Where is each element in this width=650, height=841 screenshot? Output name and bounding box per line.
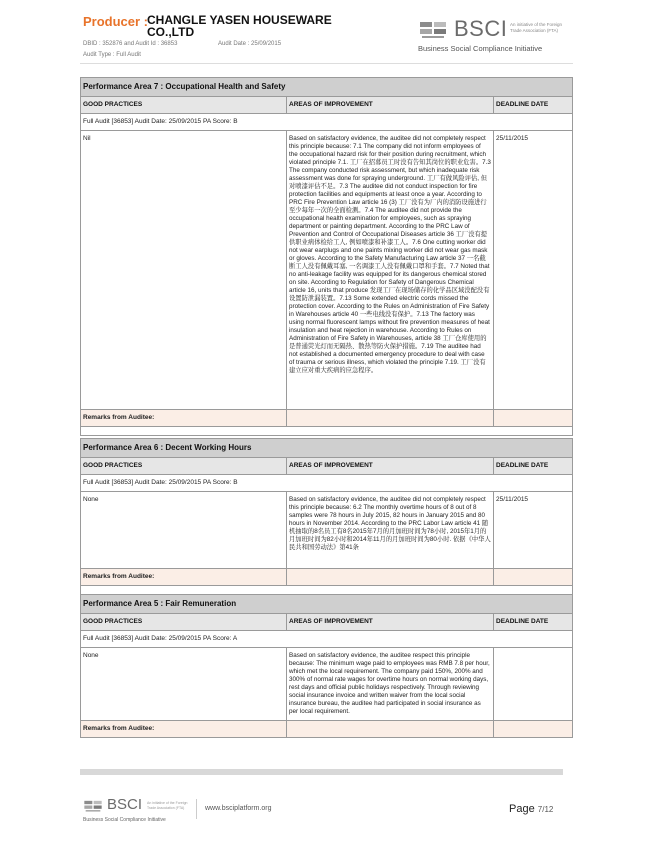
section-spacer [81,585,572,594]
deadline-cell: 25/11/2015 [496,496,529,503]
header-divider [80,63,573,64]
column-headers [81,97,572,114]
remarks-row [81,569,572,585]
footer-logo-fullname: Business Social Compliance Initiative [83,817,166,823]
remarks-label: Remarks from Auditee: [81,410,287,426]
areas-cell: Based on satisfactory evidence, the auditee did not completely respect this principle because: 6.2 The monthly overtime hours of 8 out of 8 samples were 78 hours in July 2015, 82 hours in January 2015 and 80 hours in November 2014. According to the PRC Labor Law article 41 随机抽取的8名员工有8名2015年7月的月加班时间为78小时, 2015年1月的月加班时间为82小时和2014年11月的月加班时间为80小时. 依据《中华人民共和国劳动法》第41条 [287,492,494,568]
bsci-globe-icon [83,798,103,813]
remarks-label: Remarks from Auditee: [81,569,287,585]
producer-name: CHANGLE YASEN HOUSEWARE CO.,LTD [147,13,332,39]
footer-url[interactable]: www.bsciplatform.org [205,805,272,812]
audit-line: Full Audit [36853] Audit Date: 25/09/2015 PA Score: A [81,631,572,648]
section-spacer [81,426,572,435]
col-good-practices: GOOD PRACTICES [81,97,287,113]
remarks-cell[interactable] [287,410,494,426]
logo-tagline: An initiative of the Foreign Trade Association (FTA) [510,22,563,33]
audit-type: Audit Type : Full Audit [83,52,141,58]
footer-logo-wordmark: BSCI [107,796,143,813]
deadline-cell [494,648,572,720]
bsci-logo [418,16,578,56]
page-label: Page [509,803,535,815]
deadline-cell: 25/11/2015 [496,135,529,142]
areas-cell: Based on satisfactory evidence, the auditee respect this principle because: The minimum wage paid to employees was RMB 7.8 per hour, which met the local requirement. The company paid 150%, 200% and 300% of normal rate wages for overtime hours on normal working days, rest days and official public holidays respectively. Through reviewing social insurance invoice and written waiver from the local social insurance bureau, the auditee had participated in social insurance as per local requirement. [287,648,494,720]
performance-area-6 [80,438,573,595]
footer-logo-tagline: An initiative of the Foreign Trade Association (FTA) [147,801,188,810]
remarks-cell[interactable] [287,721,494,737]
good-practices-cell: Nil [81,131,287,409]
audit-line: Full Audit [36853] Audit Date: 25/09/2015 PA Score: B [81,114,572,131]
good-practices-cell: None [81,648,287,720]
areas-cell: Based on satisfactory evidence, the auditee did not completely respect this principle because: 7.1 The company did not inform employees of the occupational hazard risk for their position during recruitment, which violated principle 7.1. 工厂在招募员工时没有告知其岗位的职业危害。7.3 The company conducted risk assessment, but which inadequate risk assessment was done for spraying underground. 工厂有做风险评估, 但对喷漆评估不足。7.3 The auditee did not conduct inspection for fire protection facilities and equipments at least once a year. According to PRC Fire Prevention Law article 16 (3) 工厂没有为厂内的消防设施进行至少每年一次的全面检测。7.4 The auditee did not provide the occupational health examination for employees, such as spraying department or painting department. According to the PRC Law of Prevention and Control of Occupational Diseases article 36 工厂没有提供职业病体检给工人, 例如喷漆和补漆工人。7.6 One cutting worker did not wear earplugs and one paints mixing worker did not wear gas mask or gloves. According to the Safety Manufacturing Law article 37 一名截断工人没有佩戴耳塞, 一名调漆工人没有佩戴口罩和手套。7.7 Noted that no anti-leakage facility was equipped for its dangerous chemical stored on site. According to Regulation for Safety of Dangerous Chemical article 16, units that produce 发现工厂在现场储存的化学品区域没配没有设置防泄漏装置。7.13 Some extended electric cords missed the protection cover. According to the Rules on Administration of Fire Safety in Warehouses article 40 一些电线没有保护。7.13 The factory was using normal fluorescent lamps without fire prevention measures of heat insulation and heat rejection in warehouse. According to Rules on Administration of Fire Safety in Warehouses, article 38 工厂仓库使用的是普通荧光灯而无隔热、散热等防火保护措施。7.19 The auditee had not established a documented emergency procedure to deal with case of trauma or serious illness, which violated the principle 7.19. 工厂没有建立应对重大疾病的应急程序。 [287,131,494,409]
findings-row [81,131,572,410]
section-title: Performance Area 6 : Decent Working Hours [81,439,572,458]
column-headers [81,458,572,475]
performance-area-5 [80,594,573,738]
performance-area-7 [80,77,573,436]
page-header [0,0,650,72]
remarks-deadline-cell [494,410,572,426]
logo-wordmark: BSCI [454,16,508,41]
remarks-label: Remarks from Auditee: [81,721,287,737]
column-headers [81,614,572,631]
remarks-row [81,410,572,426]
page-footer [0,795,650,825]
col-deadline: DEADLINE DATE [496,618,549,625]
col-areas: AREAS OF IMPROVEMENT [287,458,494,474]
bottom-rule [80,769,563,775]
col-deadline: DEADLINE DATE [496,101,549,108]
page-count: 7/12 [537,805,554,814]
good-practices-cell: None [81,492,287,568]
footer-bsci-logo [83,798,193,824]
producer-label: Producer : [83,14,149,29]
remarks-deadline-cell [494,569,572,585]
findings-row [81,492,572,569]
findings-row [81,648,572,721]
logo-fullname: Business Social Compliance Initiative [418,44,543,53]
audit-date: Audit Date : 25/09/2015 [218,41,282,47]
remarks-deadline-cell [494,721,572,737]
col-areas: AREAS OF IMPROVEMENT [287,614,494,630]
remarks-row [81,721,572,737]
section-title: Performance Area 7 : Occupational Health and Safety [81,78,572,97]
col-good-practices: GOOD PRACTICES [81,614,287,630]
section-title: Performance Area 5 : Fair Remuneration [81,595,572,614]
audit-line: Full Audit [36853] Audit Date: 25/09/2015 PA Score: B [81,475,572,492]
remarks-cell[interactable] [287,569,494,585]
col-areas: AREAS OF IMPROVEMENT [287,97,494,113]
bsci-globe-icon [418,18,448,40]
audit-ids: DBID : 352876 and Audit Id : 36853 [83,41,178,47]
page-number [509,803,553,815]
footer-divider [196,799,197,819]
col-good-practices: GOOD PRACTICES [81,458,287,474]
col-deadline: DEADLINE DATE [496,462,549,469]
